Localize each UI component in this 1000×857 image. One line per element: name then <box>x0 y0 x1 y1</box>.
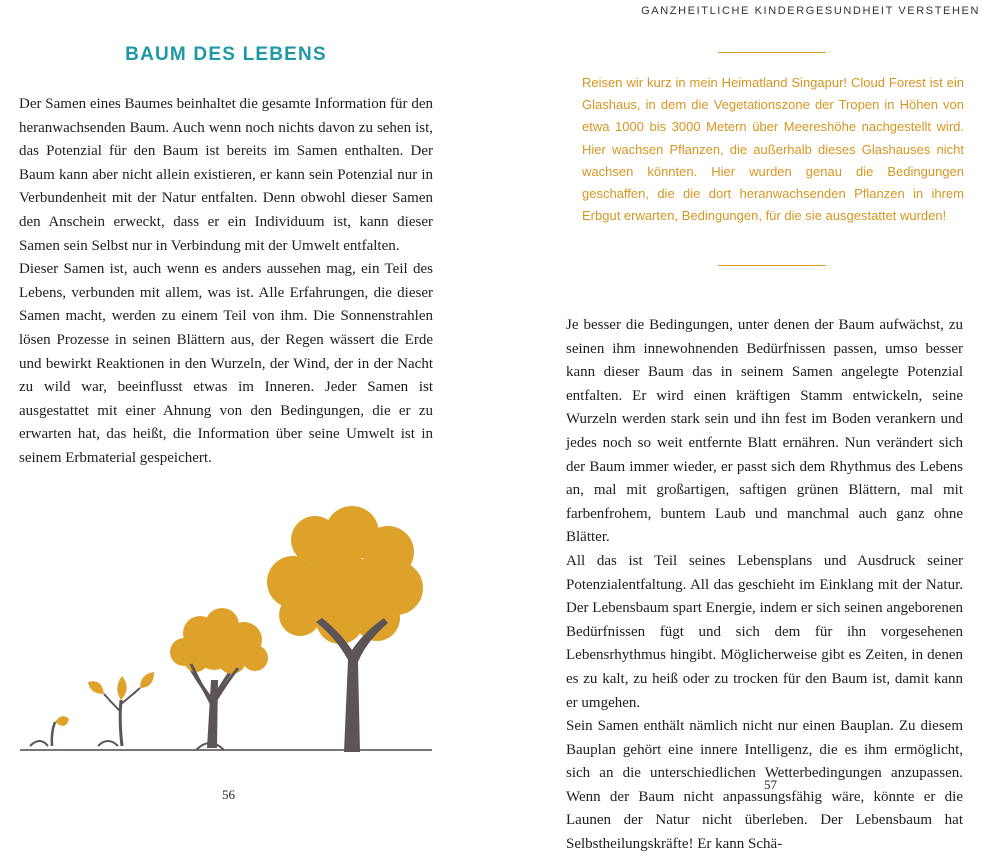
right-paragraph-1: Je besser die Bedingungen, unter denen der Baum aufwächst, zu seinen ihm innewohnenden Bedürfnissen passen, umso besser kann dieser Baum das in seinem Samen angelegte Potenzial entfalten. Er wird einen kräftigen Stamm entwickeln, seine Wurzeln werden stark sein und ihn fest im Boden verankern und jedes noch so weit entfernte Blatt ernähren. Nun verändert sich der Baum immer wieder, er passt sich dem Rhythmus des Lebens an, mal mit großartigen, saftigen grünen Blättern, mal mit farbenfrohem, buntem Laub und manchmal auch ganz ohne Blätter. <box>566 317 963 546</box>
right-body-text <box>566 314 963 857</box>
page-number-left: 56 <box>222 787 235 802</box>
right-paragraph-3: Sein Samen enthält nämlich nicht nur einen Bauplan. Zu diesem Bauplan gehört eine innere Intelligenz, die es ihm ermöglicht, sich an die unterschiedlichen Wetterbedingungen anzupassen. Wenn der Baum nicht anpassungsfähig wäre, könnte er die Launen der Natur nicht überleben. Der Lebensbaum hat Selbstheilungskräfte! Er kann Schä- <box>566 718 963 853</box>
young-tree-icon <box>170 608 268 750</box>
left-body-text <box>19 93 433 471</box>
running-head: GANZHEITLICHE KINDERGESUNDHEIT VERSTEHEN <box>641 5 980 17</box>
pull-quote: Reisen wir kurz in mein Heimatland Singapur! Cloud Forest ist ein Glashaus, in dem die Vegetationszone der Tropen in Höhen von etwa 1000 bis 3000 Metern über Meereshöhe nachgestellt wird. Hier wachsen Pflanzen, die außerhalb dieses Glashauses nicht wachsen könnten. Hier wurden genau die Bedingungen geschaffen, die die dort heranwachsenden Pflanzen in ihrem Erbgut erwarten, Bedingungen, für die sie ausgestattet wurden! <box>582 75 964 224</box>
page-number-right: 57 <box>764 777 777 792</box>
sapling-icon <box>88 672 154 746</box>
left-paragraph-2: Dieser Samen ist, auch wenn es anders aussehen mag, ein Teil des Lebens, verbunden mit allem, was ist. Alle Erfahrungen, die dieser Samen macht, werden zu einem Teil von ihm. Die Sonnenstrahlen lösen Prozesse in seinen Blättern aus, der Regen wässert die Erde und bewirkt Reaktionen in den Wurzeln, der Wind, der in der Nacht zu wild war, beeinflusst etwas im Inneren. Jeder Samen ist ausgestattet mit einer Ahnung von den Bedingungen, die er zu erwarten hat, das heißt, die Information über seine Umwelt ist in seinem Erbmaterial gespeichert. <box>19 261 433 466</box>
right-paragraph-2: All das ist Teil seines Lebensplans und Ausdruck seiner Potenzialentfaltung. All das geschieht im Einklang mit der Natur. Der Lebensbaum spart Energie, indem er sich seinen angeborenen Bedürfnissen fügt und sich dem für ihn vorgesehenen Lebensrhythmus hingibt. Möglicherweise gibt es Zeiten, in denen es zu kalt, zu heiß oder zu trocken für den Baum ist, damit kann er umgehen. <box>566 552 963 711</box>
quote-top-rule <box>718 52 826 53</box>
seedling-icon <box>30 716 69 746</box>
quote-bottom-rule <box>718 265 826 266</box>
left-page <box>0 0 500 800</box>
chapter-title: BAUM DES LEBENS <box>125 44 327 65</box>
mature-tree-icon <box>267 506 423 752</box>
tree-growth-illustration <box>0 500 460 770</box>
right-page <box>500 0 1000 853</box>
left-paragraph-1: Der Samen eines Baumes beinhaltet die gesamte Information für den heranwachsenden Baum. Auch wenn noch nichts davon zu sehen ist, das Potenzial für den Baum ist bereits im Samen enthalten. Der Baum kann aber nicht allein existieren, er kann sein Potenzial nur in Verbundenheit mit der Natur entfalten. Denn obwohl dieser Samen den Anschein erweckt, dass er ein Individuum ist, kann dieser Samen sein Selbst nur in Verbindung mit der Umwelt entfalten. <box>19 96 433 254</box>
